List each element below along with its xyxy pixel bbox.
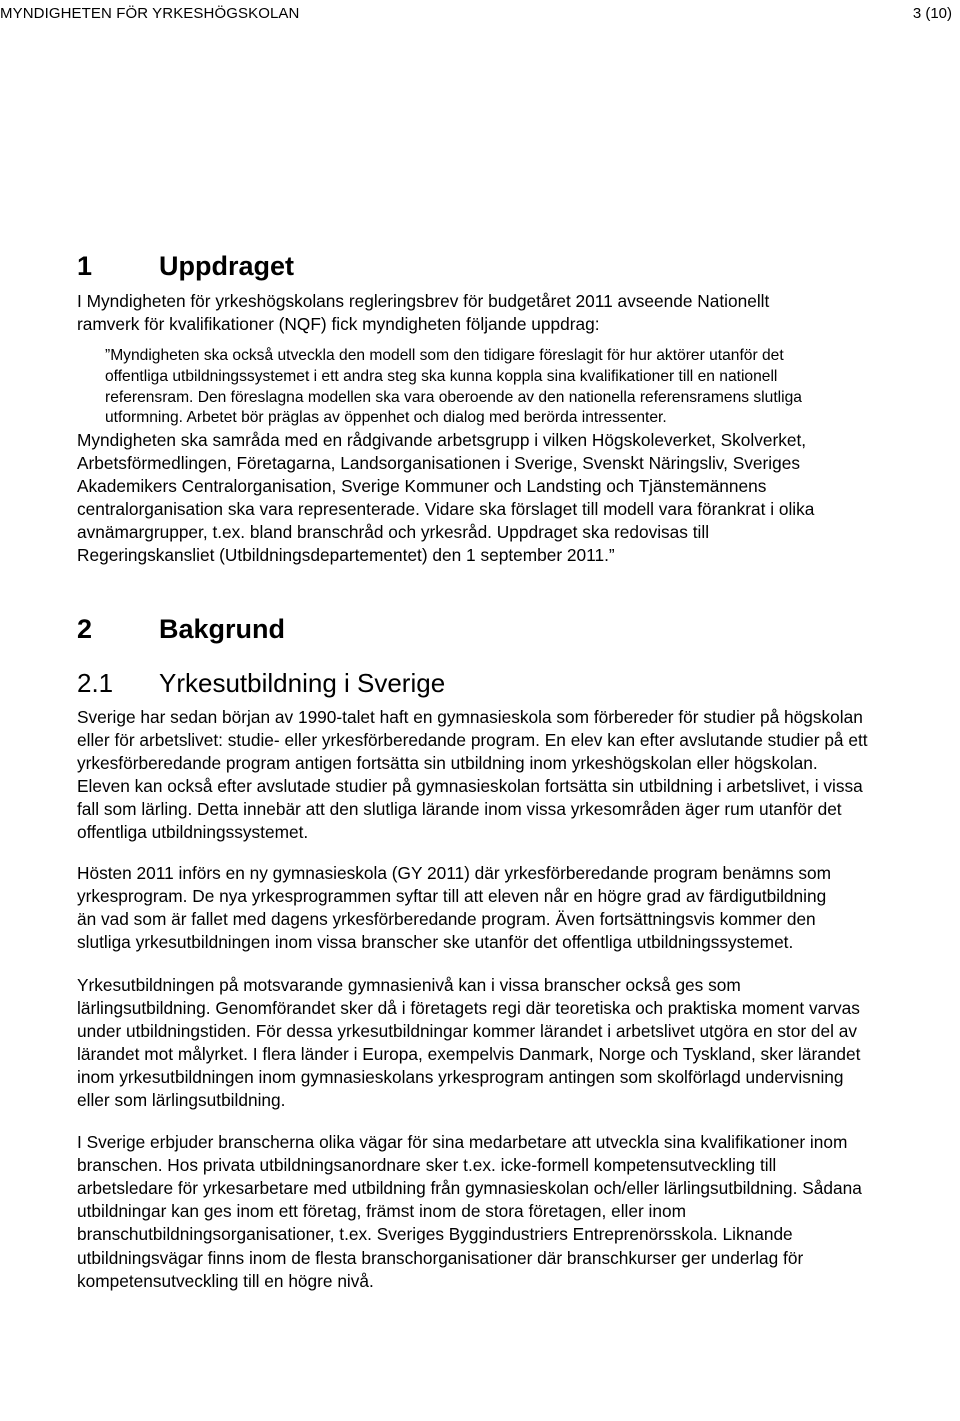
paragraph-3: Yrkesutbildningen på motsvarande gymnasienivå kan i vissa branscher också ges som lärlingsutbildning. Genomförandet sker då i företagets regi där teoretiska och praktiska moment varvas under utbildningstiden. För dessa yrkesutbildningar kommer lärandet i arbetslivet utgöra en stor del av lärandet mot målyrket. I flera länder i Europa, exempelvis Danmark, Norge och Tyskland, sker lärandet inom yrkesutbildningen inom gymnasieskolans yrkesprogram antingen som skolförlagd undervisning eller som lärlingsutbildning.: [77, 974, 861, 1110]
section-1-number: 1: [77, 251, 93, 281]
subsection-2-1-number: 2.1: [77, 667, 114, 698]
organization-name: MYNDIGHETEN FÖR YRKESHÖGSKOLAN: [0, 5, 300, 22]
page-header: [0, 4, 952, 24]
assignment-quote-part2: Myndigheten ska samråda med en rådgivande arbetsgrupp i vilken Högskoleverket, Skolverket, Arbetsförmedlingen, Företagarna, Landsorganisationen i Sverige, Svenskt Näringsliv, Sveriges Akademikers Centralorganisation, Sverige Kommuner och Landsting och Tjänstemännens centralorganisation ska vara representerade. Vidare ska förslaget till modell vara förankrat i olika avnämargrupper, t.ex. bland branschråd och yrkesråd. Uppdraget ska redovisas till Regeringskansliet (Utbildningsdepartementet) den 1 september 2011.”: [77, 430, 815, 566]
section-2-title: Bakgrund: [159, 613, 286, 644]
assignment-quote-part1: ”Myndigheten ska också utveckla den modell som den tidigare föreslagit för hur aktörer utanför det offentliga utbildningssystemet i ett andra steg ska kunna koppla sina kvalifikationer till en nationell referensram. Den föreslagna modellen ska vara oberoende av den nationella referensramens slutliga utformning. Arbetet bör präglas av öppenhet och dialog med berörda intressenter.: [105, 347, 802, 427]
paragraph-1: Sverige har sedan början av 1990-talet haft en gymnasieskola som förbereder för studier på högskolan eller för arbetslivet: studie- eller yrkesförberedande program. En elev kan efter avslutande studier på ett yrkesförberedande program antigen fortsätta sin utbildning inom yrkeshögskolan eller högskolan. Eleven kan också efter avslutade studier på gymnasieskolan fortsätta sin utbildning i arbetslivet, i vissa fall som lärling. Detta innebär att den slutliga lärande inom vissa yrkesområden äger rum utanför det offentliga utbildningssystemet.: [77, 706, 868, 843]
page-number: 3 (10): [912, 5, 952, 22]
paragraph-4: I Sverige erbjuder branscherna olika vägar för sina medarbetare att utveckla sina kvalifikationer inom branschen. Hos privata utbildningsanordnare sker t.ex. icke-formell kompetensutveckling till arbetsledare för yrkesarbetare med utbildning från gymnasieskolan och/eller lärlingsutbildning. Sådana utbildningar kan ges inom ett företag, främst inom de stora företagen, eller inom branschutbildningsorganisationer, t.ex. Sveriges Byggindustriers Entreprenörsskola. Liknande utbildningsvägar finns inom de flesta branschorganisationer där branschkurser ger underlag för kompetensutveckling till en högre nivå.: [77, 1132, 862, 1291]
section-1-title: Uppdraget: [159, 251, 294, 281]
section-2-heading: [77, 609, 877, 649]
document-body: [77, 246, 877, 1293]
section-2-number: 2: [77, 613, 93, 644]
subsection-2-1-title: Yrkesutbildning i Sverige: [159, 667, 446, 698]
section-1-heading: [77, 246, 877, 286]
section-1-intro: I Myndigheten för yrkeshögskolans regleringsbrev för budgetåret 2011 avseende Nationellt ramverk för kvalifikationer (NQF) fick myndigheten följande uppdrag:: [77, 291, 770, 335]
subsection-2-1-heading: [77, 663, 877, 703]
paragraph-2: Hösten 2011 införs en ny gymnasieskola (GY 2011) där yrkesförberedande program benämns som yrkesprogram. De nya yrkesprogrammen syftar till att eleven når en högre grad av färdigutbildning än vad som är fallet med dagens yrkesförberedande program. Även fortsättningsvis kommer den slutliga yrkesutbildningen inom vissa branscher ske utanför det offentliga utbildningssystemet.: [77, 863, 832, 953]
